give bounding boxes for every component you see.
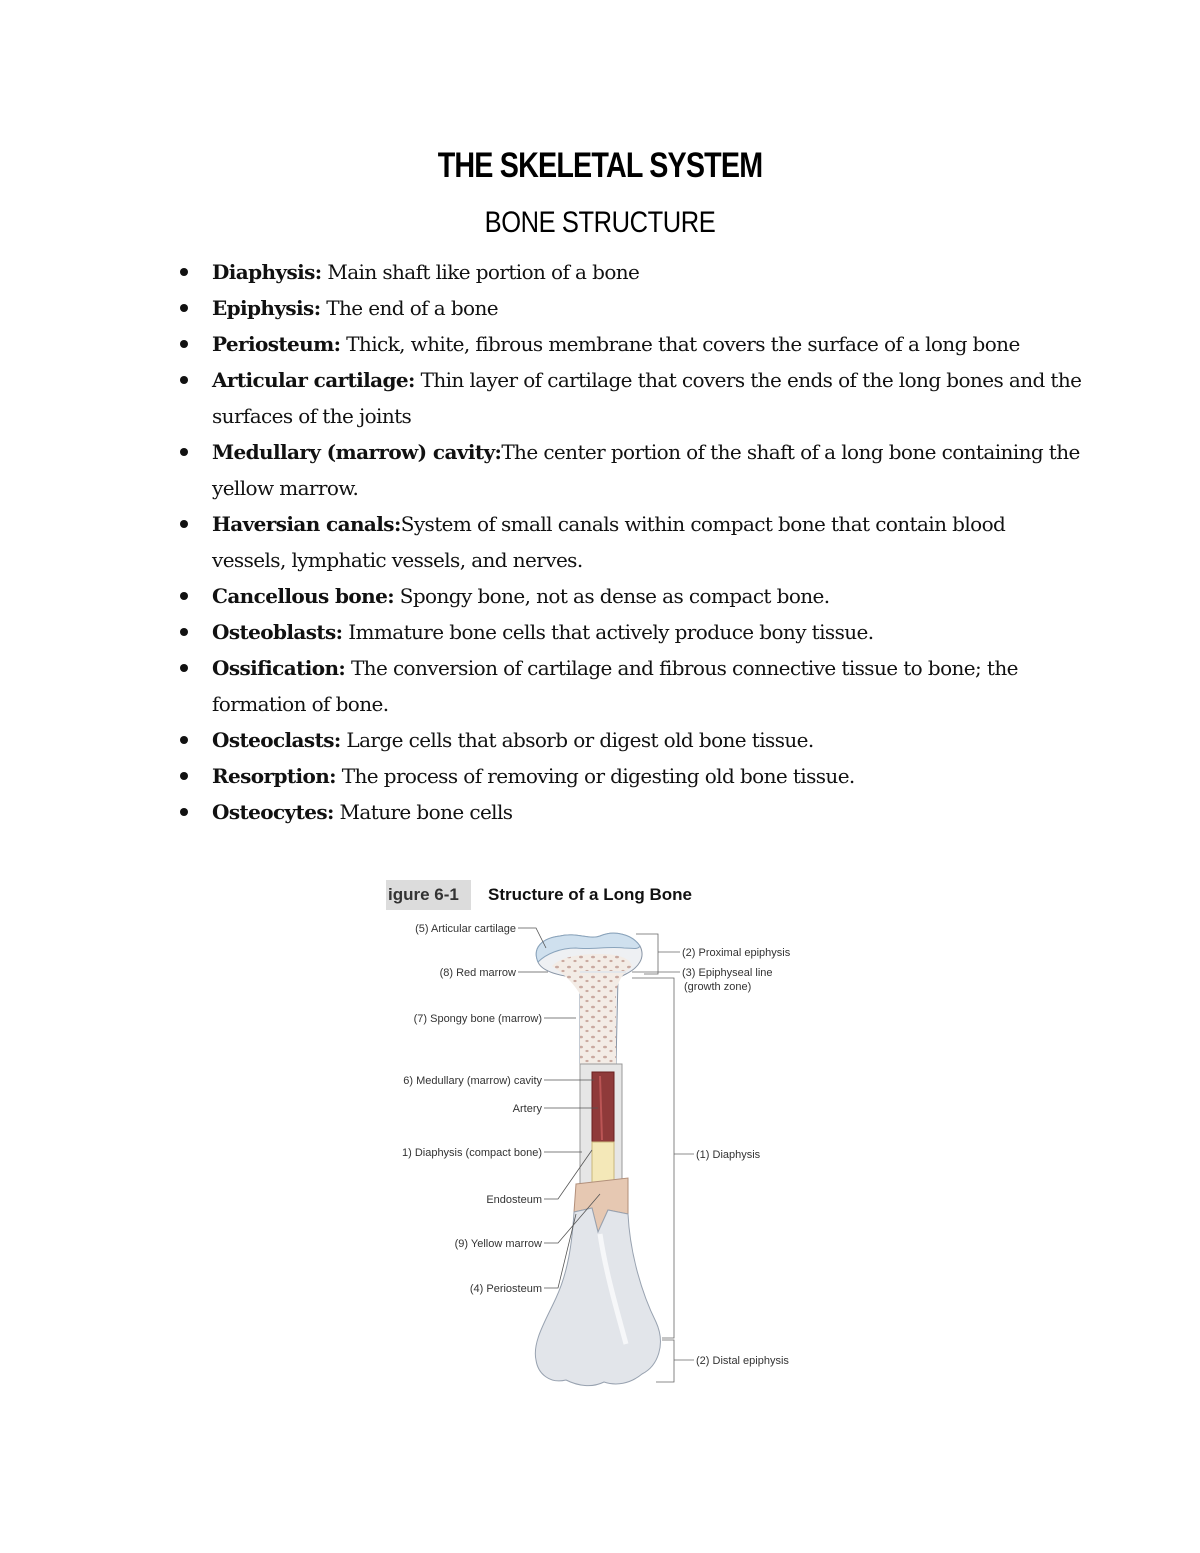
term-name: Articular cartilage: [212, 368, 415, 392]
term-name: Diaphysis: [212, 260, 322, 284]
label-medullary-cavity: 6) Medullary (marrow) cavity [403, 1075, 542, 1087]
label-growth-zone: (growth zone) [684, 981, 752, 993]
label-diaphysis-compact: 1) Diaphysis (compact bone) [401, 1147, 542, 1159]
term-item [212, 326, 1082, 362]
term-name: Periosteum: [212, 332, 341, 356]
term-definition: Thick, white, fibrous membrane that covers the surface of a long bone [340, 332, 1020, 356]
term-definition: The process of removing or digesting old bone tissue. [335, 764, 855, 788]
figure-labels [386, 874, 826, 1394]
term-definition: The center portion of the shaft of a long bone containing the yellow marrow. [212, 440, 1080, 500]
label-artery: Artery [512, 1103, 542, 1115]
label-yellow-marrow: (9) Yellow marrow [454, 1238, 542, 1250]
term-definition: Thin layer of cartilage that covers the ends of the long bones and the surfaces of the joints [212, 368, 1082, 428]
section-heading: BONE STRUCTURE [484, 206, 716, 239]
term-item [212, 614, 1082, 650]
term-definition: System of small canals within compact bone that contain blood vessels, lymphatic vessels, and nerves. [212, 512, 1006, 572]
term-definition: Spongy bone, not as dense as compact bone. [394, 584, 830, 608]
term-name: Resorption: [212, 764, 336, 788]
term-item [212, 434, 1082, 506]
term-name: Ossification: [212, 656, 346, 680]
term-item [212, 578, 1082, 614]
term-name: Medullary (marrow) cavity: [212, 440, 502, 464]
term-definition: The end of a bone [320, 296, 498, 320]
label-endosteum: Endosteum [486, 1194, 542, 1206]
term-item [212, 290, 1082, 326]
term-definition: Mature bone cells [333, 800, 513, 824]
term-item [212, 362, 1082, 434]
long-bone-figure [386, 874, 826, 1394]
term-item [212, 506, 1082, 578]
term-name: Epiphysis: [212, 296, 321, 320]
label-diaphysis: (1) Diaphysis [696, 1149, 761, 1161]
label-red-marrow: (8) Red marrow [439, 967, 516, 979]
term-item [212, 794, 1082, 830]
term-list [212, 254, 1082, 830]
term-item [212, 758, 1082, 794]
term-definition: Main shaft like portion of a bone [321, 260, 640, 284]
label-articular-cartilage: (5) Articular cartilage [415, 923, 516, 935]
label-periosteum: (4) Periosteum [469, 1283, 542, 1295]
label-distal-epiphysis: (2) Distal epiphysis [696, 1355, 789, 1367]
term-definition: Large cells that absorb or digest old bone tissue. [340, 728, 814, 752]
figure-number: igure 6-1 [386, 880, 471, 910]
term-name: Osteoblasts: [212, 620, 343, 644]
label-proximal-epiphysis: (2) Proximal epiphysis [682, 947, 791, 959]
term-item [212, 722, 1082, 758]
term-name: Osteoclasts: [212, 728, 341, 752]
term-name: Haversian canals: [212, 512, 401, 536]
label-spongy-bone: (7) Spongy bone (marrow) [413, 1013, 542, 1025]
term-item [212, 254, 1082, 290]
term-definition: Immature bone cells that actively produce bony tissue. [342, 620, 874, 644]
label-epiphyseal-line: (3) Epiphyseal line [682, 967, 773, 979]
term-name: Osteocytes: [212, 800, 334, 824]
term-definition: The conversion of cartilage and fibrous connective tissue to bone; the formation of bone. [212, 656, 1018, 716]
term-item [212, 650, 1082, 722]
figure-title: Structure of a Long Bone [488, 885, 692, 904]
page-title: THE SKELETAL SYSTEM [437, 146, 763, 185]
term-name: Cancellous bone: [212, 584, 394, 608]
